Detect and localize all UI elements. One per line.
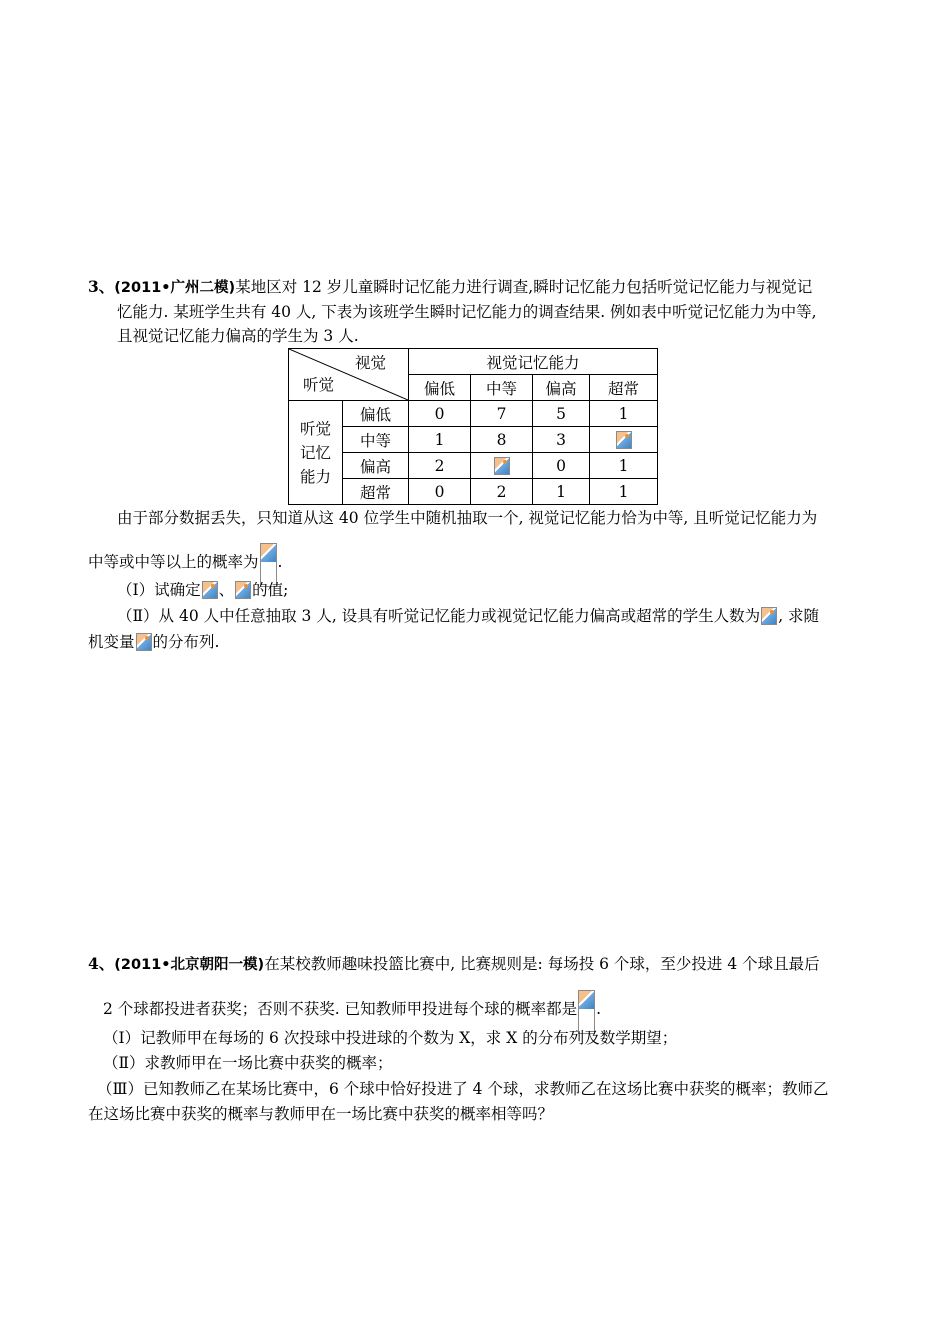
q3-para2-text: 中等或中等以上的概率为: [88, 553, 259, 571]
row-group-text: 能力: [299, 467, 331, 486]
part2-text-line2: 机变量: [88, 633, 135, 651]
q3-number: 3、: [88, 277, 115, 296]
row-header: 偏高: [343, 453, 409, 479]
table-cell: 7: [471, 401, 533, 427]
q4-line2-text: 2 个球都投进者获奖；否则不获奖. 已知教师甲投进每个球的概率都是: [103, 1000, 578, 1018]
part1-text-end: 的值;: [252, 581, 289, 599]
part2-text-cont: , 求随: [778, 607, 820, 625]
corner-top-label: 视觉: [355, 354, 387, 372]
part2-text-end: 的分布列.: [152, 633, 220, 651]
separator: 、: [218, 581, 235, 599]
part2-text: （Ⅱ）从 40 人中任意抽取 3 人, 设具有听觉记忆能力或视觉记忆能力偏高或超常的学生人数为: [117, 607, 761, 625]
table-cell: 1: [533, 479, 590, 505]
variable-image-icon: [136, 633, 152, 651]
table-cell-missing: [590, 427, 658, 453]
variable-image-icon: [202, 581, 218, 599]
row-group-text: 听觉: [299, 419, 331, 438]
memory-table: [288, 348, 658, 505]
q4-part2: （Ⅱ）求教师甲在一场比赛中获奖的概率；: [103, 1054, 393, 1072]
q4-part3b: 在这场比赛中获奖的概率与教师甲在一场比赛中获奖的概率相等吗？: [88, 1105, 554, 1123]
period: .: [277, 553, 283, 571]
broken-image-icon: [616, 431, 632, 449]
part1-text: （Ⅰ）试确定: [117, 581, 201, 599]
row-header: 偏低: [343, 401, 409, 427]
corner-bottom-label: 听觉: [303, 376, 335, 394]
q4-part3: （Ⅲ）已知教师乙在某场比赛中，6 个球中恰好投进了 4 个球，求教师乙在这场比赛中获奖的概率；教师乙: [97, 1080, 829, 1098]
row-header: 中等: [343, 427, 409, 453]
corner-cell: [289, 349, 409, 401]
table-cell: 2: [409, 453, 471, 479]
table-cell: 8: [471, 427, 533, 453]
row-header: 超常: [343, 479, 409, 505]
col-header: 超常: [590, 375, 658, 401]
table-cell: 1: [590, 479, 658, 505]
q3-part2: [117, 606, 819, 626]
q3-part2-line2: [88, 632, 219, 652]
q4-part1: （Ⅰ）记教师甲在每场的 6 次投球中投进球的个数为 X，求 X 的分布列及数学期望；: [103, 1029, 678, 1047]
q4-line1: 在某校教师趣味投篮比赛中, 比赛规则是: 每场投 6 个球，至少投进 4 个球且最后: [264, 955, 820, 973]
q3-header-line: [88, 277, 812, 298]
table-cell: 5: [533, 401, 590, 427]
table-cell: 1: [590, 453, 658, 479]
table-cell: 0: [409, 401, 471, 427]
table-cell-missing: [471, 453, 533, 479]
col-header: 中等: [471, 375, 533, 401]
q4-number: 4、: [88, 954, 115, 973]
col-header: 偏低: [409, 375, 471, 401]
col-group-header: 视觉记忆能力: [409, 349, 658, 375]
table-cell: 2: [471, 479, 533, 505]
q3-part1: [117, 580, 288, 600]
variable-image-icon: [761, 607, 777, 625]
table-cell: 0: [533, 453, 590, 479]
q3-line1: 某地区对 12 岁儿童瞬时记忆能力进行调查,瞬时记忆能力包括听觉记忆能力与视觉记: [235, 278, 813, 296]
period: .: [596, 1000, 602, 1018]
q3-line3: 且视觉记忆能力偏高的学生为 3 人.: [117, 327, 359, 345]
col-header: 偏高: [533, 375, 590, 401]
table-cell: 0: [409, 479, 471, 505]
row-group-text: 记忆: [299, 443, 331, 462]
q3-source: (2011•广州二模): [114, 280, 236, 296]
table-cell: 1: [590, 401, 658, 427]
q3-para1: 由于部分数据丢失，只知道从这 40 位学生中随机抽取一个, 视觉记忆能力恰为中等, 且听觉记忆能力为: [117, 509, 818, 527]
q3-line2: 忆能力. 某班学生共有 40 人, 下表为该班学生瞬时记忆能力的调查结果. 例如表中听觉记忆能力为中等,: [117, 303, 817, 321]
variable-image-icon: [235, 581, 251, 599]
broken-image-icon: [494, 457, 510, 475]
row-group-header: [289, 401, 343, 505]
table-cell: 3: [533, 427, 590, 453]
q4-header-line: [88, 954, 820, 975]
q4-source: (2011•北京朝阳一模): [114, 957, 265, 973]
table-cell: 1: [409, 427, 471, 453]
